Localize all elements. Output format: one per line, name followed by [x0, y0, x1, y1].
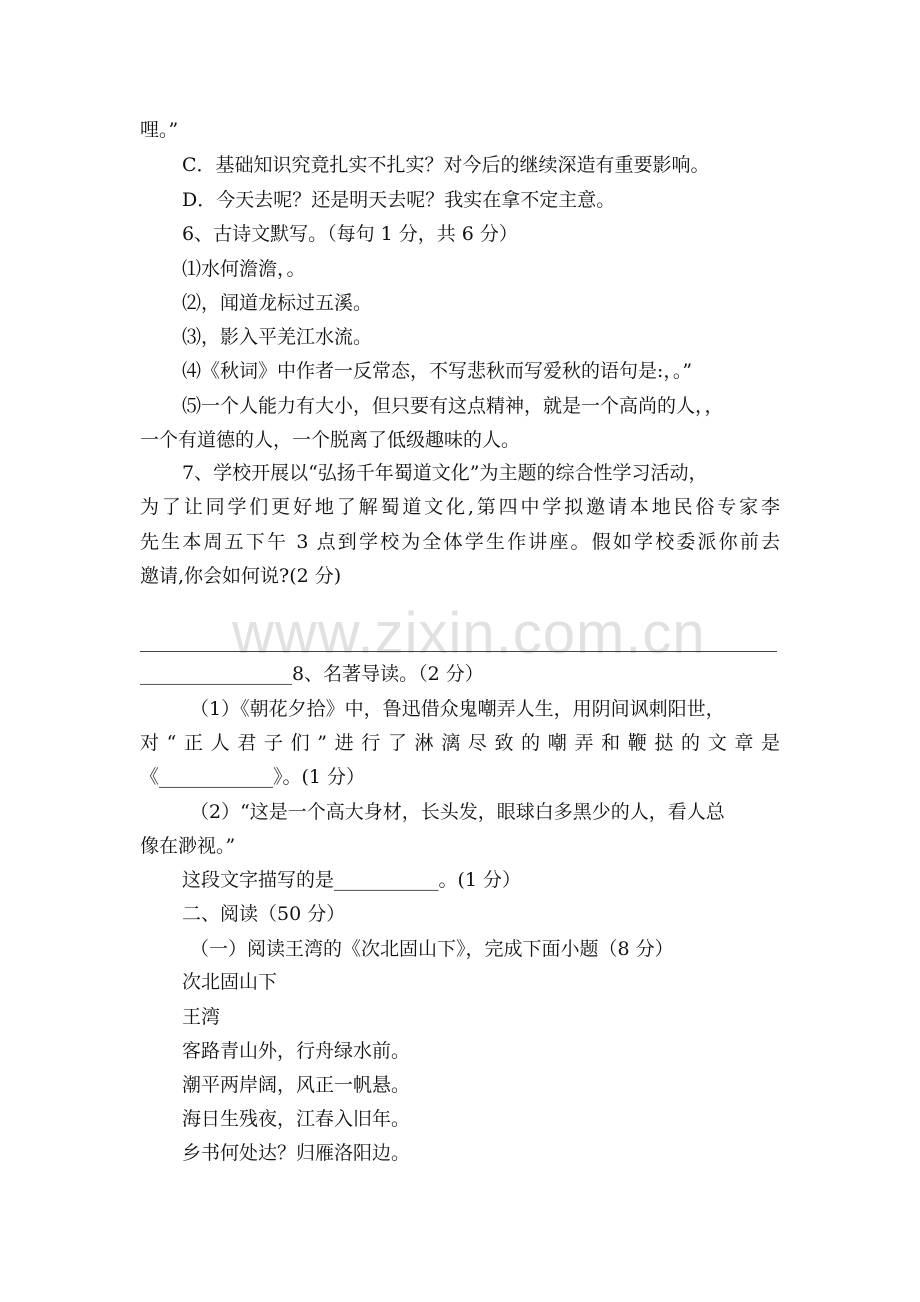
- reading-instruction: （一）阅读王湾的《次北固山下》，完成下面小题（8 分）: [190, 938, 674, 960]
- option-d: D．今天去呢？还是明天去呢？我实在拿不定主意。: [182, 189, 616, 211]
- question-7-text: 邀请,你会如何说?(2 分): [140, 565, 342, 587]
- poem-line: 乡书何处达？归雁洛阳边。: [182, 1142, 411, 1164]
- text-line: 哩。”: [140, 119, 179, 141]
- answer-blank-line: [140, 651, 777, 652]
- question-8-item-1: （1）《朝花夕拾》中，鲁迅借众鬼嘲弄人生，用阴间讽刺阳世，: [190, 698, 725, 720]
- poem-line: 潮平两岸阔，风正一帆悬。: [182, 1074, 411, 1096]
- question-8-item-2-cont: 像在渺视。”: [140, 835, 236, 857]
- watermark: www.zixin.com.cn: [232, 601, 706, 666]
- poem-line: 客路青山外，行舟绿水前。: [182, 1040, 411, 1062]
- question-7-text: 为了让同学们更好地了解蜀道文化,第四中学拟邀请本地民俗专家李: [140, 496, 780, 518]
- question-8-item-2: （2）“这是一个高大身材，长头发，眼球白多黑少的人，看人总: [190, 801, 725, 823]
- question-8-line: [140, 662, 484, 686]
- question-7-text: 先生本周五下午 3 点到学校为全体学生作讲座。假如学校委派你前去: [140, 531, 780, 553]
- question-6-item-5-cont: 一个有道德的人，一个脱离了低级趣味的人。: [140, 429, 521, 451]
- section-heading: 二、阅读（50 分）: [182, 903, 346, 925]
- question-6-item-3: ⑶，影入平羌江水流。: [182, 326, 373, 348]
- option-c: C．基础知识究竟扎实不扎实？对今后的继续深造有重要影响。: [182, 154, 710, 176]
- question-6-heading: 6、古诗文默写。（每句 1 分，共 6 分）: [182, 223, 518, 245]
- poem-author: 王湾: [182, 1006, 221, 1028]
- poem-title: 次北固山下: [182, 971, 278, 993]
- question-7-text: 7、学校开展以“弘扬千年蜀道文化”为主题的综合性学习活动，: [182, 462, 708, 484]
- poem-line: 海日生残夜，江春入旧年。: [182, 1108, 411, 1130]
- answer-blank: ________________: [140, 663, 292, 685]
- question-6-item-5: ⑸一个人能力有大小，但只要有这点精神，就是一个高尚的人，，: [182, 395, 724, 417]
- question-6-item-4: ⑷《秋词》中作者一反常态，不写悲秋而写爱秋的语句是:，。”: [182, 360, 693, 382]
- question-6-item-1: ⑴水何澹澹，。: [182, 258, 306, 280]
- question-8-item-1-cont: 对“正人君子们”进行了淋漓尽致的嘲弄和鞭挞的文章是: [140, 732, 780, 754]
- question-8-heading: 8、名著导读。（2 分）: [292, 663, 484, 685]
- question-6-item-2: ⑵，闻道龙标过五溪。: [182, 292, 373, 314]
- question-8-item-1-blank: 《____________》。(1 分）: [140, 766, 366, 788]
- question-8-item-2-blank: 这段文字描写的是___________。(1 分）: [182, 869, 522, 891]
